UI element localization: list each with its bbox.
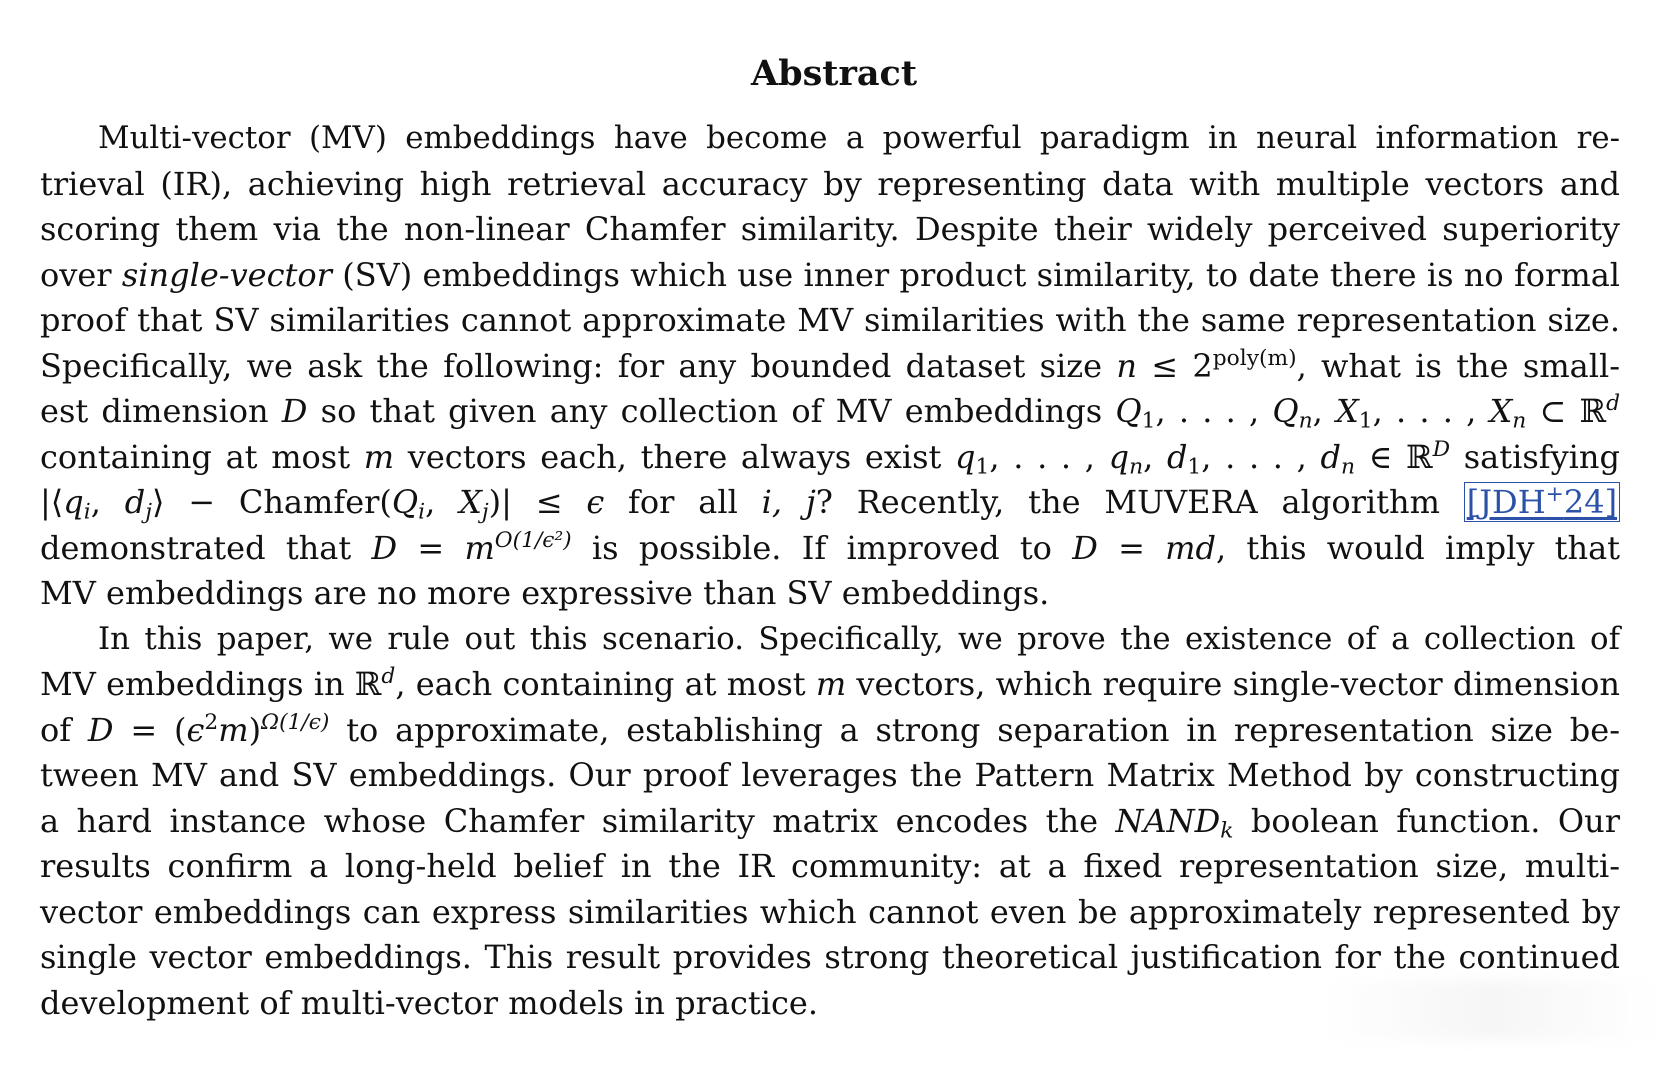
- text-line: single vector embeddings. This result provides strong theoretical justification for the continued: [40, 938, 1620, 976]
- text-line: demonstrated that $D = m^{O(1/\epsilon^2)}$ is possible. If improved to D = md, this would imply that: [40, 527, 1621, 567]
- text-line: MV embeddings in ℝ$^d$, each containing at most m vectors, which require single-vector dimension: [40, 664, 1621, 703]
- text-line: results confirm a long-held belief in the IR community: at a fixed representation size, multi-: [40, 847, 1620, 885]
- text-line: proof that SV similarities cannot approximate MV similarities with the same representation size.: [40, 301, 1620, 339]
- math-n: n: [1116, 346, 1137, 385]
- text-line: Multi-vector (MV) embeddings have become a powerful paradigm in neural information re-: [98, 120, 1620, 156]
- math-superscript: poly(m): [1212, 345, 1297, 371]
- text-line: over single-vector (SV) embeddings which use inner product similarity, to date there is no formal: [40, 255, 1621, 294]
- text-line: $|⟨q_i$, $d_j⟩$ − $Chamfer(Q_i$, $X_j)| \le \epsilon$ for all i, j? Recently, the MUVERA algorithm [JDH+24]: [40, 480, 1620, 526]
- abstract-paragraph-1: [40, 116, 1620, 617]
- text-line: In this paper, we rule out this scenario. Specifically, we prove the existence of a collection of: [98, 620, 1620, 657]
- text-line: scoring them via the non-linear Chamfer similarity. Despite their widely perceived superiority: [40, 210, 1620, 248]
- text-line: MV embeddings are no more expressive than SV embeddings.: [40, 574, 1050, 612]
- text-line: development of multi-vector models in practice.: [40, 983, 819, 1022]
- text-line: est dimension D so that given any collection of MV embeddings $Q_1$, . . . , $Q_n$, $X_1$, . . . , $X_n$ ⊂ ℝ$^d$: [40, 391, 1621, 434]
- text-line: containing at most m vectors each, there always exist $q_1$, . . . , $q_n$, $d_1$, . . . , $d_n$ ∈ ℝ$^D$ satisfying: [40, 436, 1620, 479]
- abstract-paragraph-2: [40, 617, 1620, 1027]
- text-line: of $D = (\epsilon^2m)^{\Omega(1/\epsilon)}$ to approximate, establishing a strong separation in representation size be-: [40, 709, 1621, 749]
- abstract-title: Abstract: [750, 53, 918, 94]
- text-line: trieval (IR), achieving high retrieval accuracy by representing data with multiple vectors and: [40, 164, 1620, 203]
- text-line: Specifically, we ask the following: for any bounded dataset size $n \le 2^{poly(m)}$, what is the small-: [40, 345, 1621, 385]
- text-line: vector embeddings can express similarities which cannot even be approximately represented by: [40, 892, 1620, 931]
- emphasis-single-vector: single-vector: [121, 255, 332, 294]
- scan-smudge: [1321, 980, 1661, 1040]
- paper-page: [40, 50, 1620, 1026]
- text-line: tween MV and SV embeddings. Our proof leverages the Pattern Matrix Method by constructing: [40, 756, 1620, 794]
- text-line: a hard instance whose Chamfer similarity matrix encodes the $NAND_k$ boolean function. Our: [40, 801, 1621, 843]
- citation-link-jdh24[interactable]: [JDH+24]: [1464, 482, 1620, 522]
